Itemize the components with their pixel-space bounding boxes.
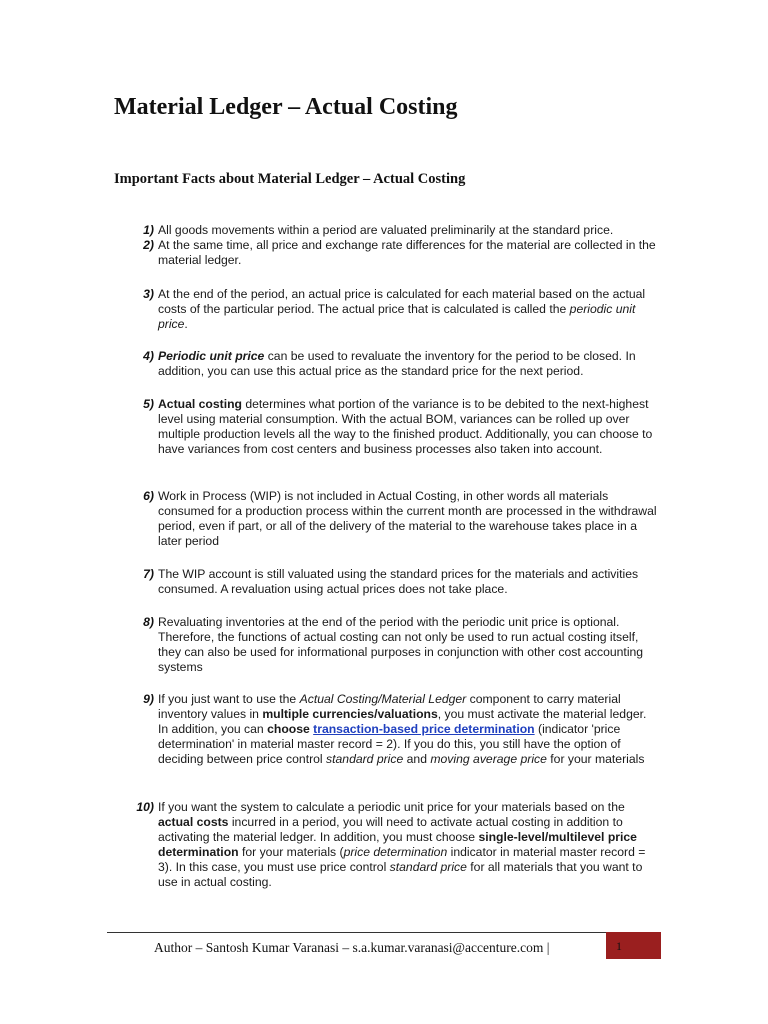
item-number: 6) <box>143 489 154 503</box>
footer-divider <box>107 932 661 933</box>
text-run: At the same time, all price and exchange rate differences for the material are collected in the material ledger. <box>158 238 656 267</box>
italic-text: standard price <box>326 752 404 766</box>
text-run: All goods movements within a period are valuated preliminarily at the standard price. <box>158 223 614 237</box>
item-number: 3) <box>143 287 154 301</box>
item-text <box>158 800 658 890</box>
item-number: 1) <box>143 223 154 237</box>
item-number: 8) <box>143 615 154 629</box>
text-run: If you just want to use the <box>158 692 300 706</box>
item-number: 10) <box>136 800 154 814</box>
text-run: can be used to revaluate the inventory for the period to be closed. In addition, you can use this actual price as the standard price for the next period. <box>158 349 636 378</box>
bold-text: multiple currencies/valuations <box>262 707 438 721</box>
text-run: At the end of the period, an actual price is calculated for each material based on the actual costs of the particular period. The actual price that is calculated is called the <box>158 287 646 316</box>
italic-text: moving average price <box>430 752 547 766</box>
text-run: for all materials that you want to use in actual costing. <box>158 860 643 889</box>
item-text <box>158 223 658 238</box>
text-run: Work in Process (WIP) is not included in Actual Costing, in other words all materials consumed for a production process within the current month are processed in the withdrawal period, even if part, or all of the delivery of the material to the warehouse takes place in a later period <box>158 489 657 548</box>
item-number: 5) <box>143 397 154 411</box>
item-number: 2) <box>143 238 154 252</box>
item-text <box>158 489 658 549</box>
bold-text: choose <box>267 722 310 736</box>
item-text <box>158 615 658 675</box>
text-run: Revaluating inventories at the end of the period with the periodic unit price is optional. Therefore, the functions of actual costing can not only be used to run actual costing itself, they can also be used for informational purposes in conjunction with other cost accounting systems <box>158 615 644 674</box>
italic-text: price determination <box>343 845 448 859</box>
text-run: for your materials ( <box>238 845 344 859</box>
text-run: The WIP account is still valuated using the standard prices for the materials and activities consumed. A revaluation using actual prices does not take place. <box>158 567 639 596</box>
item-number: 9) <box>143 692 154 706</box>
text-run: (indicator 'price determination' in material master record = 2). If you do this, you still have the option of deciding between price control <box>158 722 621 766</box>
text-run: . <box>184 317 188 331</box>
bold-text: Actual costing <box>158 397 242 411</box>
document-title: Material Ledger – Actual Costing <box>114 94 458 120</box>
price-determination-link[interactable]: transaction-based price determination <box>313 722 535 736</box>
text-run: component to carry material inventory values in <box>158 692 621 721</box>
bold-text: actual costs <box>158 815 229 829</box>
text-run: determines what portion of the variance is to be debited to the next-highest level using material consumption. With the actual BOM, variances can be rolled up over multiple production levels all the way to the finished product. Additionally, you can choose to have variances from cost centers and business processes also taken into account. <box>158 397 653 456</box>
section-subtitle: Important Facts about Material Ledger – Actual Costing <box>114 171 466 187</box>
item-number: 7) <box>143 567 154 581</box>
item-text <box>158 349 658 379</box>
italic-text: Actual Costing/Material Ledger <box>299 692 467 706</box>
item-text <box>158 397 658 457</box>
page-number: 1 <box>616 939 622 953</box>
item-number: 4) <box>143 349 154 363</box>
item-text <box>158 287 658 332</box>
footer-author: Author – Santosh Kumar Varanasi – s.a.kumar.varanasi@accenture.com | <box>154 940 550 955</box>
italic-text: standard price <box>389 860 467 874</box>
text-run: indicator in material master record = 3). In this case, you must use price control <box>158 845 646 874</box>
bold-text: single-level/multilevel price determination <box>158 830 637 859</box>
item-text <box>158 567 658 597</box>
page-number-box <box>606 932 661 959</box>
item-text <box>158 692 658 767</box>
text-run: for your materials <box>546 752 645 766</box>
bold-italic-text: Periodic unit price <box>158 349 265 363</box>
text-run: incurred in a period, you will need to activate actual costing in addition to activating the material ledger. In addition, you must choose <box>158 815 623 844</box>
text-run: , you must activate the material ledger. In addition, you can <box>158 707 647 736</box>
italic-text: periodic unit price <box>158 302 636 331</box>
text-run: and <box>403 752 431 766</box>
text-run: If you want the system to calculate a periodic unit price for your materials based on the <box>158 800 625 814</box>
item-text <box>158 238 658 268</box>
